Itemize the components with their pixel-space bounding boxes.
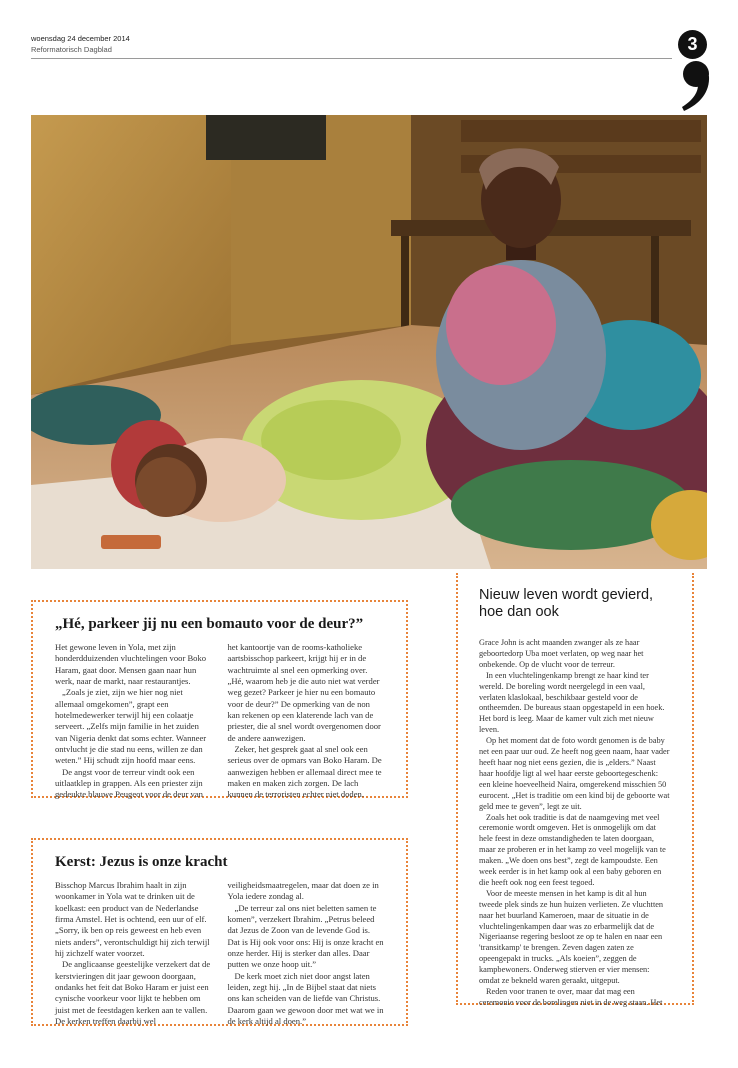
article-kerst: [31, 838, 408, 1026]
newspaper-name: Reformatorisch Dagblad: [31, 45, 112, 54]
photo-illustration: [31, 115, 707, 569]
article-column-1: [55, 880, 212, 1027]
article-column-1: [55, 642, 212, 801]
paragraph: Het gewone leven in Yola, met zijn honderdduizenden vluchtelingen voor Boko Haram, gaat door. Mensen gaan naar hun werk, naar de markt, naar restaurantjes.: [55, 642, 207, 687]
refugee-mother-baby-photo: [31, 115, 707, 569]
paragraph: De kerk moet zich niet door angst laten leiden, zegt hij. „In de Bijbel staat dat niets ons kan scheiden van de liefde van Christus. Daarom gaan we gewoon door met wat we in de kerk altijd al doen.”: [227, 970, 384, 1027]
page-number-badge: 3: [678, 30, 707, 59]
paragraph: het kantoortje van de rooms-katholieke aartsbisschop parkeert, krijgt hij er in de wachtruimte al snel een opmerking over. „Hé, waarom heb je die auto niet wat verder weg gezet? Parkeer je hier nu een bomauto voor de deur?” De opmerking van de non kan rekenen op een klaterende lach van de priester, die al snel wordt overgenomen door de andere aanwezigen.: [227, 642, 381, 743]
paragraph: Voor de meeste mensen in het kamp is dit al hun tweede plek sinds ze hun huizen verlieten. Ze vluchtten naar het buurland Kameroen, maar de situatie in de vluchtelingenkampen daar was zo erbarmelijk dat de Nigeriaanse regering besloot ze op te halen en naar een 'transitkamp' te brengen. Zeven dagen zaten ze opeengepakt in trucks. „Als koeien”, zeggen de kampbewoners. Onderweg stierven er vier mensen: omdat ze bekneld waren geraakt, uitgeput.: [479, 888, 664, 986]
paragraph: Zoals het ook traditie is dat de naamgeving met veel ceremonie wordt omgeven. Het is onmogelijk om dat hele feest in deze omstandigheden te laten doorgaan, maar ze proberen er in het kamp zo veel mogelijk van te maken. „We doen ons best”, zegt de kampoudste. Een week eerder is in het kamp ook al een baby geboren en die heeft ook nog een feest tegoed.: [479, 812, 666, 887]
paragraph: De angst voor de terreur vindt ook een uitlaatklep in grappen. Als een priester zijn gedeukte blauwe Peugeot voor de deur van: [55, 766, 203, 800]
paragraph: Reden voor tranen te over, maar dat mag een ceremonie voor de borelingen niet in de weg staan. Het: [479, 987, 663, 1007]
article-title: „Hé, parkeer jij nu een bomauto voor de deur?”: [55, 616, 364, 632]
header-rule: [31, 58, 672, 59]
article-title: Kerst: Jezus is onze kracht: [55, 854, 228, 870]
article-title: Nieuw leven wordt gevierd, hoe dan ook: [479, 587, 654, 620]
page-header: [31, 34, 671, 54]
article-columns: [55, 642, 384, 801]
issue-date: woensdag 24 december 2014: [31, 34, 130, 43]
article-column-2: [228, 880, 385, 1027]
paragraph: Op het moment dat de foto wordt genomen is de baby net een paar uur oud. Ze heeft nog geen naam, haar vader heeft haar nog niet eens gezien, die is „elders.” Naast haar hoofdje ligt al wel haar eerste geboortegeschenk: een kleine hoeveelheid Naira, omgerekend misschien 50 eurocent. „Het is traditie om een kind bij de geboorte wat geld mee te geven”, legt ze uit.: [479, 736, 670, 811]
paragraph: „Zoals je ziet, zijn we hier nog niet allemaal omgekomen”, grapt een hotelmedewerker terwijl hij een colaatje serveert. „Zelfs mijn familie in het zuiden van Nigeria denkt dat soms echter. Wanneer ontvlucht je die stad nu eens, willen ze dan weten.” Hij schudt zijn hoofd maar eens.: [55, 687, 207, 766]
article-bomauto: [31, 600, 408, 798]
article-column-2: [228, 642, 385, 801]
paragraph: veiligheidsmaatregelen, maar dat doen ze in Yola iedere zondag al.: [227, 880, 379, 902]
paragraph: Zeker, het gesprek gaat al snel ook een serieus over de opmars van Boko Haram. De aanwezigen hebben er allemaal direct mee te maken en maken zich zorgen. De lach kunnen de terroristen echter niet doden.: [227, 744, 382, 800]
article-columns: [55, 880, 384, 1027]
article-nieuw-leven: [456, 573, 694, 1005]
comma-icon: [674, 60, 714, 112]
paragraph: „De terreur zal ons niet beletten samen te komen”, verzekert Ibrahim. „Petrus beleed dat Jezus de Zoon van de levende God is. Dat is Hij ook voor ons: Hij is onze kracht en onze herder. Hij is sterker dan alles. Daar putten we onze hoop uit.”: [227, 902, 384, 970]
paragraph: De anglicaanse geestelijke verzekert dat de kerstvieringen dit jaar gewoon doorgaan, ondanks het feit dat Boko Haram er juist een cynische voorkeur voor lijkt te hebben om juist met de feestdagen kerken aan te vallen. De kerken treffen daarbij wel: [55, 959, 211, 1027]
article-body: [479, 638, 671, 1009]
paragraph: Bisschop Marcus Ibrahim haalt in zijn woonkamer in Yola wat te drinken uit de koelkast: een product van de Nederlandse firma Amstel. Het is ochtend, een uur of elf. „Sorry, ik ben op reis geweest en heb even niets anders”, verontschuldigt hij zich terwijl hij zichzelf water voorzet.: [55, 880, 210, 959]
paragraph: In een vluchtelingenkamp brengt ze haar kind ter wereld. De boreling wordt neergelegd in een vaal, verlaten klaslokaal, beschikbaar gesteld voor de ontheemden. De bureaus staan opgestapeld in een hoek. Het bord is leeg. Maar de kamer vult zich met nieuw leven.: [479, 670, 665, 735]
paragraph: Grace John is acht maanden zwanger als ze haar geboortedorp Uba moet verlaten, op weg naar het onbekende. Op de vlucht voor de terreur.: [479, 638, 644, 669]
